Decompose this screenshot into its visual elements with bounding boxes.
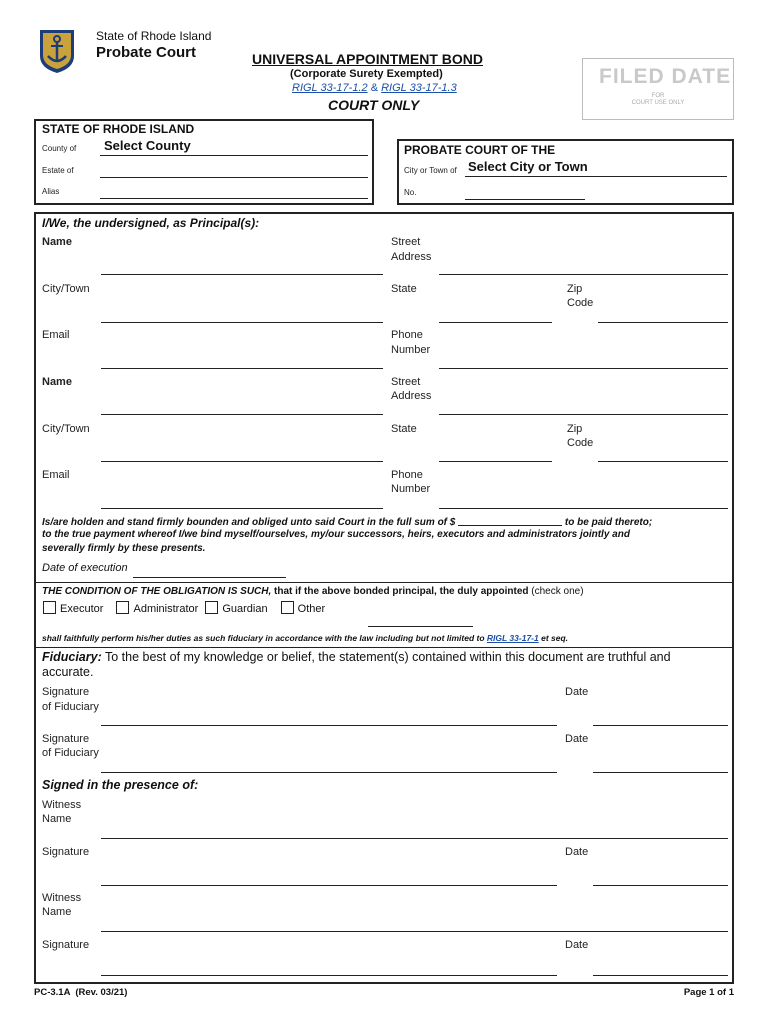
address-label-2: Address xyxy=(391,390,432,402)
for-label: FOR xyxy=(651,93,665,99)
obligation-line-1 xyxy=(42,515,652,528)
city-town-label: City or Town of xyxy=(404,166,457,175)
estate-label: Estate of xyxy=(42,166,74,175)
check-one-label: (check one) xyxy=(528,586,584,597)
name-input-1[interactable] xyxy=(101,274,383,275)
obligation-text-end: to be paid thereto; xyxy=(564,517,653,528)
phone-label-2: Phone xyxy=(391,469,423,481)
statute-references xyxy=(292,82,457,94)
name-label-1: Name xyxy=(42,236,72,248)
witness-signature-label-1: Signature xyxy=(42,846,90,858)
alias-input[interactable] xyxy=(100,198,368,199)
number-label-2: Number xyxy=(391,483,431,495)
duties-text: shall faithfully perform his/her duties as such fiduciary in accordance with the law including but not limited to xyxy=(42,633,485,643)
fiduciary-text-2: accurate. xyxy=(42,665,94,679)
main-form-border xyxy=(34,212,734,984)
state-label-1: State xyxy=(391,283,417,295)
fiduciary-date-label-1: Date xyxy=(565,686,589,698)
code-label-1: Code xyxy=(567,297,594,309)
court-name: Probate Court xyxy=(96,44,197,61)
witness-label-1: Witness xyxy=(42,799,82,811)
state-input-1[interactable] xyxy=(439,322,552,323)
witness-name-label-2: Name xyxy=(42,906,72,918)
witness-date-input-1[interactable] xyxy=(593,885,728,886)
city-town-line xyxy=(465,176,727,177)
section-divider-2 xyxy=(34,647,734,648)
witness-name-input-2[interactable] xyxy=(101,931,728,932)
case-no-label: No. xyxy=(404,188,417,197)
phone-label-1: Phone xyxy=(391,329,423,341)
street-label-2: Street xyxy=(391,376,421,388)
condition-line xyxy=(42,586,584,597)
obligation-line-2: to the true payment whereof I/we bind myself/ourselves, my/our successors, heirs, executors and administrators jointly and xyxy=(42,529,630,540)
guardian-option[interactable]: Guardian xyxy=(205,603,267,615)
phone-input-2[interactable] xyxy=(439,508,728,509)
amp: & xyxy=(370,82,379,94)
witness-signature-input-1[interactable] xyxy=(101,885,557,886)
amount-input[interactable] xyxy=(458,515,562,526)
filed-date-box xyxy=(582,58,734,120)
fiduciary-sig-label-1b: of Fiduciary xyxy=(42,701,99,713)
fiduciary-text: To the best of my knowledge or belief, the statement(s) contained within this document are truthful and xyxy=(101,650,671,664)
zip-label-1: Zip xyxy=(567,283,583,295)
fiduciary-date-label-2: Date xyxy=(565,733,589,745)
form-id: PC-3.1A (Rev. 03/21) xyxy=(34,987,128,998)
address-input-1[interactable] xyxy=(439,274,728,275)
fiduciary-signature-input-2[interactable] xyxy=(101,772,557,773)
obligation-text: Is/are holden and stand firmly bounden and obliged unto said Court in the full sum of $ xyxy=(42,517,456,528)
fiduciary-signature-input-1[interactable] xyxy=(101,725,557,726)
state-label-2: State xyxy=(391,423,417,435)
duties-end: et seq. xyxy=(541,633,569,643)
witness-name-input-1[interactable] xyxy=(101,838,728,839)
estate-input[interactable] xyxy=(100,177,368,178)
fiduciary-sig-label-1a: Signature xyxy=(42,686,90,698)
witness-date-input-2[interactable] xyxy=(593,975,728,976)
address-input-2[interactable] xyxy=(439,414,728,415)
witness-heading: Signed in the presence of: xyxy=(42,778,199,792)
county-box-heading: STATE OF RHODE ISLAND xyxy=(42,122,195,136)
executor-checkbox[interactable] xyxy=(43,601,56,614)
number-label-1: Number xyxy=(391,344,431,356)
guardian-checkbox[interactable] xyxy=(205,601,218,614)
city-input-1[interactable] xyxy=(101,322,383,323)
state-input-2[interactable] xyxy=(439,461,552,462)
fiduciary-type-options xyxy=(43,601,335,615)
condition-intro-2: that if the above bonded principal, the duly appointed xyxy=(271,586,529,597)
form-subtitle: (Corporate Surety Exempted) xyxy=(290,68,443,80)
city-label-2: City/Town xyxy=(42,423,90,435)
administrator-option[interactable]: Administrator xyxy=(116,603,198,615)
date-of-execution-label: Date of execution xyxy=(42,562,128,574)
witness-date-label-2: Date xyxy=(565,939,589,951)
fiduciary-sig-label-2a: Signature xyxy=(42,733,90,745)
city-town-select[interactable]: Select City or Town xyxy=(468,159,588,174)
other-specify-input[interactable] xyxy=(368,626,473,627)
witness-signature-input-2[interactable] xyxy=(101,975,557,976)
phone-input-1[interactable] xyxy=(439,368,728,369)
county-select[interactable]: Select County xyxy=(104,138,191,153)
date-of-execution-input[interactable] xyxy=(133,577,286,578)
executor-option[interactable]: Executor xyxy=(43,603,103,615)
witness-signature-label-2: Signature xyxy=(42,939,90,951)
fiduciary-date-input-1[interactable] xyxy=(593,725,728,726)
principals-heading: I/We, the undersigned, as Principal(s): xyxy=(42,216,260,230)
city-input-2[interactable] xyxy=(101,461,383,462)
other-option[interactable]: Other xyxy=(281,603,326,615)
email-input-1[interactable] xyxy=(101,368,383,369)
witness-label-2: Witness xyxy=(42,892,82,904)
alias-label: Alias xyxy=(42,187,60,196)
zip-input-2[interactable] xyxy=(598,461,728,462)
witness-date-label-1: Date xyxy=(565,846,589,858)
case-no-input[interactable] xyxy=(465,199,585,200)
county-label: County of xyxy=(42,144,77,153)
email-label-1: Email xyxy=(42,329,70,341)
fiduciary-date-input-2[interactable] xyxy=(593,772,728,773)
name-input-2[interactable] xyxy=(101,414,383,415)
zip-input-1[interactable] xyxy=(598,322,728,323)
statute-link-1[interactable]: RIGL 33-17-1.2 xyxy=(292,82,368,94)
email-label-2: Email xyxy=(42,469,70,481)
state-name: State of Rhode Island xyxy=(96,29,212,43)
fiduciary-lead: Fiduciary: xyxy=(42,650,102,664)
address-label-1: Address xyxy=(391,251,432,263)
state-seal-logo xyxy=(36,26,78,74)
witness-name-label-1: Name xyxy=(42,813,72,825)
administrator-checkbox[interactable] xyxy=(116,601,129,614)
zip-label-2: Zip xyxy=(567,423,583,435)
email-input-2[interactable] xyxy=(101,508,383,509)
duties-statute-link[interactable]: RIGL 33-17-1 xyxy=(486,633,539,643)
duties-line xyxy=(42,633,568,643)
condition-intro: THE CONDITION OF THE OBLIGATION IS SUCH, xyxy=(42,586,272,597)
code-label-2: Code xyxy=(567,437,594,449)
form-title: UNIVERSAL APPOINTMENT BOND xyxy=(252,51,484,67)
section-divider-1 xyxy=(34,582,734,583)
name-label-2: Name xyxy=(42,376,72,388)
fiduciary-statement xyxy=(42,650,671,664)
county-line xyxy=(100,155,368,156)
street-label-1: Street xyxy=(391,236,421,248)
fiduciary-sig-label-2b: of Fiduciary xyxy=(42,747,99,759)
statute-link-2[interactable]: RIGL 33-17-1.3 xyxy=(381,82,457,94)
obligation-line-3: severally firmly by these presents. xyxy=(42,543,206,554)
city-label-1: City/Town xyxy=(42,283,90,295)
filed-date-label: FILED DATE xyxy=(599,65,732,88)
other-checkbox[interactable] xyxy=(281,601,294,614)
court-use-only-label: COURT USE ONLY xyxy=(631,100,685,106)
court-box-heading: PROBATE COURT OF THE xyxy=(404,143,556,157)
court-only-label: COURT ONLY xyxy=(328,97,420,113)
page-number: Page 1 of 1 xyxy=(683,987,734,998)
